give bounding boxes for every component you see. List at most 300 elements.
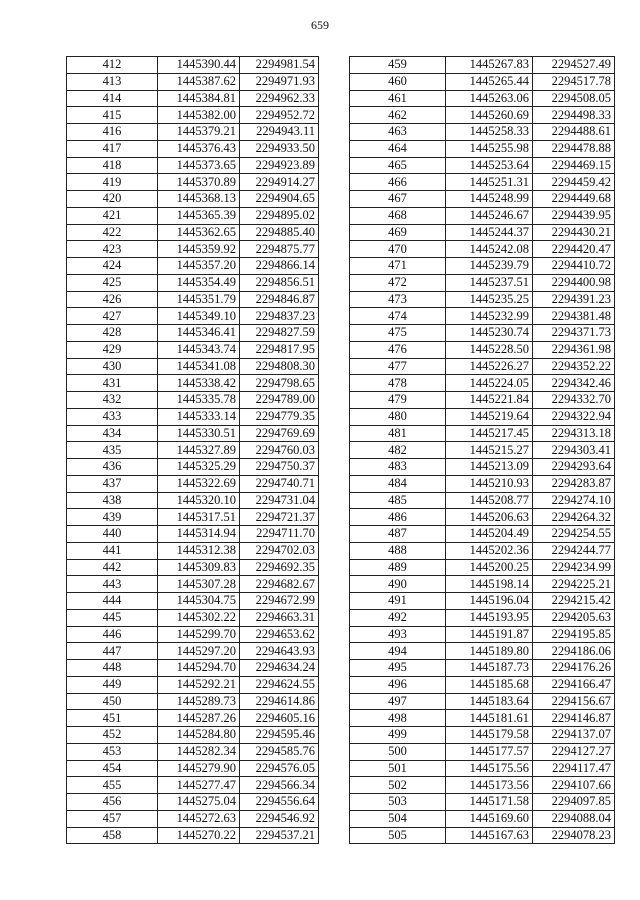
x-coordinate-cell: 1445376.43 xyxy=(158,140,240,157)
y-coordinate-cell: 2294097.85 xyxy=(533,794,615,811)
y-coordinate-cell: 2294234.99 xyxy=(533,559,615,576)
x-coordinate-cell: 1445292.21 xyxy=(158,676,240,693)
table-row xyxy=(350,241,615,258)
point-number-cell: 458 xyxy=(67,827,158,844)
point-number-cell: 475 xyxy=(350,325,446,342)
y-coordinate-cell: 2294166.47 xyxy=(533,676,615,693)
table-row xyxy=(350,375,615,392)
y-coordinate-cell: 2294923.89 xyxy=(240,157,319,174)
table-row xyxy=(350,475,615,492)
point-number-cell: 424 xyxy=(67,258,158,275)
y-coordinate-cell: 2294914.27 xyxy=(240,174,319,191)
y-coordinate-cell: 2294750.37 xyxy=(240,459,319,476)
point-number-cell: 465 xyxy=(350,157,446,174)
point-number-cell: 485 xyxy=(350,492,446,509)
x-coordinate-cell: 1445387.62 xyxy=(158,73,240,90)
y-coordinate-cell: 2294527.49 xyxy=(533,57,615,74)
y-coordinate-cell: 2294933.50 xyxy=(240,140,319,157)
x-coordinate-cell: 1445200.25 xyxy=(446,559,533,576)
x-coordinate-cell: 1445246.67 xyxy=(446,207,533,224)
x-coordinate-cell: 1445314.94 xyxy=(158,526,240,543)
table-row xyxy=(67,794,319,811)
x-coordinate-cell: 1445349.10 xyxy=(158,308,240,325)
point-number-cell: 490 xyxy=(350,576,446,593)
point-number-cell: 425 xyxy=(67,274,158,291)
point-number-cell: 504 xyxy=(350,810,446,827)
y-coordinate-cell: 2294595.46 xyxy=(240,727,319,744)
table-row xyxy=(67,626,319,643)
y-coordinate-cell: 2294088.04 xyxy=(533,810,615,827)
point-number-cell: 416 xyxy=(67,124,158,141)
x-coordinate-cell: 1445265.44 xyxy=(446,73,533,90)
x-coordinate-cell: 1445354.49 xyxy=(158,274,240,291)
table-row xyxy=(67,660,319,677)
point-number-cell: 495 xyxy=(350,660,446,677)
table-row xyxy=(67,442,319,459)
table-row xyxy=(67,224,319,241)
x-coordinate-cell: 1445244.37 xyxy=(446,224,533,241)
table-row xyxy=(350,191,615,208)
table-row xyxy=(67,291,319,308)
table-row xyxy=(350,760,615,777)
table-row xyxy=(67,408,319,425)
y-coordinate-cell: 2294127.27 xyxy=(533,743,615,760)
point-number-cell: 463 xyxy=(350,124,446,141)
point-number-cell: 454 xyxy=(67,760,158,777)
y-coordinate-cell: 2294186.06 xyxy=(533,643,615,660)
table-row xyxy=(350,693,615,710)
point-number-cell: 461 xyxy=(350,90,446,107)
table-row xyxy=(67,643,319,660)
y-coordinate-cell: 2294322.94 xyxy=(533,408,615,425)
point-number-cell: 419 xyxy=(67,174,158,191)
y-coordinate-cell: 2294391.23 xyxy=(533,291,615,308)
x-coordinate-cell: 1445320.10 xyxy=(158,492,240,509)
y-coordinate-cell: 2294264.32 xyxy=(533,509,615,526)
y-coordinate-cell: 2294827.59 xyxy=(240,325,319,342)
x-coordinate-cell: 1445338.42 xyxy=(158,375,240,392)
table-row xyxy=(67,509,319,526)
y-coordinate-cell: 2294952.72 xyxy=(240,107,319,124)
point-number-cell: 462 xyxy=(350,107,446,124)
point-number-cell: 500 xyxy=(350,743,446,760)
table-row xyxy=(350,140,615,157)
x-coordinate-cell: 1445260.69 xyxy=(446,107,533,124)
y-coordinate-cell: 2294808.30 xyxy=(240,358,319,375)
table-row xyxy=(67,593,319,610)
x-coordinate-cell: 1445287.26 xyxy=(158,710,240,727)
x-coordinate-cell: 1445284.80 xyxy=(158,727,240,744)
x-coordinate-cell: 1445325.29 xyxy=(158,459,240,476)
y-coordinate-cell: 2294798.65 xyxy=(240,375,319,392)
y-coordinate-cell: 2294546.92 xyxy=(240,810,319,827)
table-row xyxy=(350,777,615,794)
y-coordinate-cell: 2294137.07 xyxy=(533,727,615,744)
table-row xyxy=(67,90,319,107)
point-number-cell: 441 xyxy=(67,542,158,559)
y-coordinate-cell: 2294410.72 xyxy=(533,258,615,275)
point-number-cell: 445 xyxy=(67,609,158,626)
point-number-cell: 423 xyxy=(67,241,158,258)
x-coordinate-cell: 1445373.65 xyxy=(158,157,240,174)
table-row xyxy=(67,475,319,492)
y-coordinate-cell: 2294895.02 xyxy=(240,207,319,224)
table-row xyxy=(350,90,615,107)
x-coordinate-cell: 1445219.64 xyxy=(446,408,533,425)
table-row xyxy=(67,727,319,744)
table-row xyxy=(350,274,615,291)
table-row xyxy=(67,676,319,693)
point-number-cell: 448 xyxy=(67,660,158,677)
point-number-cell: 472 xyxy=(350,274,446,291)
x-coordinate-cell: 1445239.79 xyxy=(446,258,533,275)
point-number-cell: 414 xyxy=(67,90,158,107)
x-coordinate-cell: 1445379.21 xyxy=(158,124,240,141)
x-coordinate-cell: 1445255.98 xyxy=(446,140,533,157)
point-number-cell: 413 xyxy=(67,73,158,90)
table-row xyxy=(350,609,615,626)
point-number-cell: 433 xyxy=(67,408,158,425)
table-row xyxy=(67,157,319,174)
y-coordinate-cell: 2294078.23 xyxy=(533,827,615,844)
y-coordinate-cell: 2294215.42 xyxy=(533,593,615,610)
y-coordinate-cell: 2294721.37 xyxy=(240,509,319,526)
y-coordinate-cell: 2294176.26 xyxy=(533,660,615,677)
y-coordinate-cell: 2294283.87 xyxy=(533,475,615,492)
x-coordinate-cell: 1445183.64 xyxy=(446,693,533,710)
point-number-cell: 457 xyxy=(67,810,158,827)
x-coordinate-cell: 1445299.70 xyxy=(158,626,240,643)
x-coordinate-cell: 1445251.31 xyxy=(446,174,533,191)
table-row xyxy=(67,542,319,559)
coordinate-table-right xyxy=(349,56,615,844)
point-number-cell: 427 xyxy=(67,308,158,325)
x-coordinate-cell: 1445224.05 xyxy=(446,375,533,392)
table-row xyxy=(350,392,615,409)
table-row xyxy=(67,693,319,710)
point-number-cell: 482 xyxy=(350,442,446,459)
table-row xyxy=(67,375,319,392)
x-coordinate-cell: 1445204.49 xyxy=(446,526,533,543)
y-coordinate-cell: 2294817.95 xyxy=(240,341,319,358)
point-number-cell: 481 xyxy=(350,425,446,442)
x-coordinate-cell: 1445390.44 xyxy=(158,57,240,74)
x-coordinate-cell: 1445333.14 xyxy=(158,408,240,425)
table-row xyxy=(350,358,615,375)
x-coordinate-cell: 1445341.08 xyxy=(158,358,240,375)
x-coordinate-cell: 1445297.20 xyxy=(158,643,240,660)
point-number-cell: 503 xyxy=(350,794,446,811)
point-number-cell: 446 xyxy=(67,626,158,643)
x-coordinate-cell: 1445368.13 xyxy=(158,191,240,208)
point-number-cell: 434 xyxy=(67,425,158,442)
point-number-cell: 473 xyxy=(350,291,446,308)
x-coordinate-cell: 1445267.83 xyxy=(446,57,533,74)
point-number-cell: 444 xyxy=(67,593,158,610)
y-coordinate-cell: 2294274.10 xyxy=(533,492,615,509)
x-coordinate-cell: 1445282.34 xyxy=(158,743,240,760)
y-coordinate-cell: 2294962.33 xyxy=(240,90,319,107)
y-coordinate-cell: 2294400.98 xyxy=(533,274,615,291)
table-row xyxy=(67,576,319,593)
y-coordinate-cell: 2294711.70 xyxy=(240,526,319,543)
point-number-cell: 422 xyxy=(67,224,158,241)
y-coordinate-cell: 2294459.42 xyxy=(533,174,615,191)
x-coordinate-cell: 1445242.08 xyxy=(446,241,533,258)
table-row xyxy=(67,341,319,358)
x-coordinate-cell: 1445237.51 xyxy=(446,274,533,291)
point-number-cell: 456 xyxy=(67,794,158,811)
y-coordinate-cell: 2294293.64 xyxy=(533,459,615,476)
table-row xyxy=(350,408,615,425)
y-coordinate-cell: 2294760.03 xyxy=(240,442,319,459)
table-row xyxy=(350,542,615,559)
y-coordinate-cell: 2294585.76 xyxy=(240,743,319,760)
point-number-cell: 467 xyxy=(350,191,446,208)
x-coordinate-cell: 1445171.58 xyxy=(446,794,533,811)
table-row xyxy=(350,576,615,593)
y-coordinate-cell: 2294371.73 xyxy=(533,325,615,342)
table-row xyxy=(350,425,615,442)
point-number-cell: 439 xyxy=(67,509,158,526)
point-number-cell: 443 xyxy=(67,576,158,593)
y-coordinate-cell: 2294205.63 xyxy=(533,609,615,626)
point-number-cell: 486 xyxy=(350,509,446,526)
point-number-cell: 432 xyxy=(67,392,158,409)
point-number-cell: 491 xyxy=(350,593,446,610)
table-row xyxy=(67,425,319,442)
y-coordinate-cell: 2294566.34 xyxy=(240,777,319,794)
point-number-cell: 429 xyxy=(67,341,158,358)
x-coordinate-cell: 1445275.04 xyxy=(158,794,240,811)
point-number-cell: 471 xyxy=(350,258,446,275)
x-coordinate-cell: 1445357.20 xyxy=(158,258,240,275)
table-row xyxy=(67,358,319,375)
table-row xyxy=(67,760,319,777)
table-row xyxy=(350,73,615,90)
x-coordinate-cell: 1445382.00 xyxy=(158,107,240,124)
x-coordinate-cell: 1445309.83 xyxy=(158,559,240,576)
x-coordinate-cell: 1445327.89 xyxy=(158,442,240,459)
y-coordinate-cell: 2294430.21 xyxy=(533,224,615,241)
table-row xyxy=(350,174,615,191)
point-number-cell: 492 xyxy=(350,609,446,626)
point-number-cell: 440 xyxy=(67,526,158,543)
x-coordinate-cell: 1445185.68 xyxy=(446,676,533,693)
x-coordinate-cell: 1445248.99 xyxy=(446,191,533,208)
y-coordinate-cell: 2294508.05 xyxy=(533,90,615,107)
x-coordinate-cell: 1445277.47 xyxy=(158,777,240,794)
point-number-cell: 502 xyxy=(350,777,446,794)
y-coordinate-cell: 2294556.64 xyxy=(240,794,319,811)
table-row xyxy=(350,157,615,174)
table-row xyxy=(350,827,615,844)
y-coordinate-cell: 2294439.95 xyxy=(533,207,615,224)
point-number-cell: 415 xyxy=(67,107,158,124)
x-coordinate-cell: 1445198.14 xyxy=(446,576,533,593)
x-coordinate-cell: 1445181.61 xyxy=(446,710,533,727)
y-coordinate-cell: 2294769.69 xyxy=(240,425,319,442)
y-coordinate-cell: 2294971.93 xyxy=(240,73,319,90)
x-coordinate-cell: 1445343.74 xyxy=(158,341,240,358)
y-coordinate-cell: 2294624.55 xyxy=(240,676,319,693)
point-number-cell: 488 xyxy=(350,542,446,559)
table-row xyxy=(67,174,319,191)
y-coordinate-cell: 2294663.31 xyxy=(240,609,319,626)
x-coordinate-cell: 1445230.74 xyxy=(446,325,533,342)
y-coordinate-cell: 2294837.23 xyxy=(240,308,319,325)
table-row xyxy=(350,593,615,610)
table-row xyxy=(350,710,615,727)
y-coordinate-cell: 2294469.15 xyxy=(533,157,615,174)
x-coordinate-cell: 1445294.70 xyxy=(158,660,240,677)
point-number-cell: 474 xyxy=(350,308,446,325)
table-row xyxy=(67,207,319,224)
table-row xyxy=(67,743,319,760)
x-coordinate-cell: 1445210.93 xyxy=(446,475,533,492)
y-coordinate-cell: 2294488.61 xyxy=(533,124,615,141)
point-number-cell: 468 xyxy=(350,207,446,224)
point-number-cell: 452 xyxy=(67,727,158,744)
y-coordinate-cell: 2294634.24 xyxy=(240,660,319,677)
table-row xyxy=(67,827,319,844)
point-number-cell: 447 xyxy=(67,643,158,660)
point-number-cell: 505 xyxy=(350,827,446,844)
x-coordinate-cell: 1445167.63 xyxy=(446,827,533,844)
y-coordinate-cell: 2294779.35 xyxy=(240,408,319,425)
table-row xyxy=(67,492,319,509)
point-number-cell: 460 xyxy=(350,73,446,90)
point-number-cell: 431 xyxy=(67,375,158,392)
table-row xyxy=(67,140,319,157)
y-coordinate-cell: 2294342.46 xyxy=(533,375,615,392)
y-coordinate-cell: 2294332.70 xyxy=(533,392,615,409)
y-coordinate-cell: 2294517.78 xyxy=(533,73,615,90)
x-coordinate-cell: 1445226.27 xyxy=(446,358,533,375)
point-number-cell: 426 xyxy=(67,291,158,308)
table-row xyxy=(350,258,615,275)
y-coordinate-cell: 2294904.65 xyxy=(240,191,319,208)
point-number-cell: 493 xyxy=(350,626,446,643)
point-number-cell: 435 xyxy=(67,442,158,459)
table-row xyxy=(350,509,615,526)
point-number-cell: 498 xyxy=(350,710,446,727)
y-coordinate-cell: 2294576.05 xyxy=(240,760,319,777)
y-coordinate-cell: 2294107.66 xyxy=(533,777,615,794)
point-number-cell: 428 xyxy=(67,325,158,342)
point-number-cell: 477 xyxy=(350,358,446,375)
table-row xyxy=(67,777,319,794)
x-coordinate-cell: 1445307.28 xyxy=(158,576,240,593)
table-row xyxy=(67,274,319,291)
table-row xyxy=(67,810,319,827)
x-coordinate-cell: 1445335.78 xyxy=(158,392,240,409)
point-number-cell: 430 xyxy=(67,358,158,375)
point-number-cell: 451 xyxy=(67,710,158,727)
table-row xyxy=(67,241,319,258)
table-row xyxy=(350,308,615,325)
table-row xyxy=(350,124,615,141)
x-coordinate-cell: 1445228.50 xyxy=(446,341,533,358)
y-coordinate-cell: 2294537.21 xyxy=(240,827,319,844)
y-coordinate-cell: 2294146.87 xyxy=(533,710,615,727)
y-coordinate-cell: 2294614.86 xyxy=(240,693,319,710)
x-coordinate-cell: 1445317.51 xyxy=(158,509,240,526)
point-number-cell: 480 xyxy=(350,408,446,425)
table-row xyxy=(350,207,615,224)
table-row xyxy=(350,727,615,744)
x-coordinate-cell: 1445279.90 xyxy=(158,760,240,777)
table-row xyxy=(350,794,615,811)
x-coordinate-cell: 1445208.77 xyxy=(446,492,533,509)
y-coordinate-cell: 2294498.33 xyxy=(533,107,615,124)
point-number-cell: 494 xyxy=(350,643,446,660)
x-coordinate-cell: 1445215.27 xyxy=(446,442,533,459)
point-number-cell: 421 xyxy=(67,207,158,224)
table-row xyxy=(350,810,615,827)
y-coordinate-cell: 2294789.00 xyxy=(240,392,319,409)
table-row xyxy=(67,559,319,576)
x-coordinate-cell: 1445351.79 xyxy=(158,291,240,308)
x-coordinate-cell: 1445221.84 xyxy=(446,392,533,409)
table-row xyxy=(67,107,319,124)
y-coordinate-cell: 2294731.04 xyxy=(240,492,319,509)
y-coordinate-cell: 2294846.87 xyxy=(240,291,319,308)
point-number-cell: 489 xyxy=(350,559,446,576)
x-coordinate-cell: 1445206.63 xyxy=(446,509,533,526)
table-row xyxy=(67,392,319,409)
point-number-cell: 483 xyxy=(350,459,446,476)
table-row xyxy=(67,258,319,275)
point-number-cell: 437 xyxy=(67,475,158,492)
x-coordinate-cell: 1445175.56 xyxy=(446,760,533,777)
x-coordinate-cell: 1445365.39 xyxy=(158,207,240,224)
x-coordinate-cell: 1445362.65 xyxy=(158,224,240,241)
table-row xyxy=(350,107,615,124)
y-coordinate-cell: 2294682.67 xyxy=(240,576,319,593)
table-row xyxy=(67,325,319,342)
y-coordinate-cell: 2294856.51 xyxy=(240,274,319,291)
x-coordinate-cell: 1445213.09 xyxy=(446,459,533,476)
x-coordinate-cell: 1445270.22 xyxy=(158,827,240,844)
point-number-cell: 455 xyxy=(67,777,158,794)
x-coordinate-cell: 1445304.75 xyxy=(158,593,240,610)
y-coordinate-cell: 2294225.21 xyxy=(533,576,615,593)
table-row xyxy=(350,57,615,74)
point-number-cell: 412 xyxy=(67,57,158,74)
table-row xyxy=(67,73,319,90)
x-coordinate-cell: 1445312.38 xyxy=(158,542,240,559)
x-coordinate-cell: 1445272.63 xyxy=(158,810,240,827)
x-coordinate-cell: 1445253.64 xyxy=(446,157,533,174)
point-number-cell: 442 xyxy=(67,559,158,576)
point-number-cell: 459 xyxy=(350,57,446,74)
x-coordinate-cell: 1445330.51 xyxy=(158,425,240,442)
table-row xyxy=(350,643,615,660)
table-row xyxy=(67,710,319,727)
table-row xyxy=(67,191,319,208)
y-coordinate-cell: 2294381.48 xyxy=(533,308,615,325)
x-coordinate-cell: 1445189.80 xyxy=(446,643,533,660)
x-coordinate-cell: 1445177.57 xyxy=(446,743,533,760)
y-coordinate-cell: 2294361.98 xyxy=(533,341,615,358)
y-coordinate-cell: 2294420.47 xyxy=(533,241,615,258)
point-number-cell: 450 xyxy=(67,693,158,710)
point-number-cell: 501 xyxy=(350,760,446,777)
point-number-cell: 470 xyxy=(350,241,446,258)
table-row xyxy=(350,676,615,693)
x-coordinate-cell: 1445173.56 xyxy=(446,777,533,794)
